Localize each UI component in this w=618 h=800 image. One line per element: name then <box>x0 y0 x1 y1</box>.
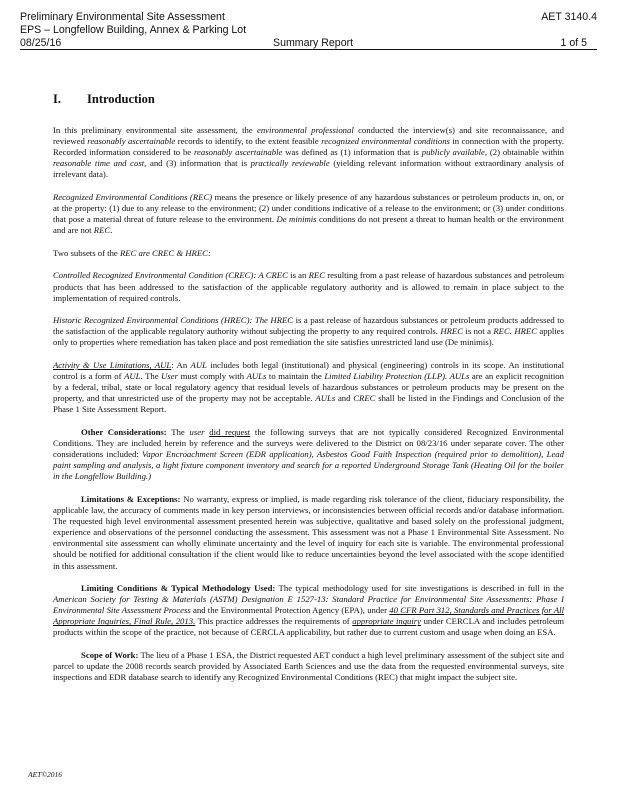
report-type: Summary Report <box>273 37 354 49</box>
section-heading <box>53 92 155 107</box>
section-title: Introduction <box>87 92 155 106</box>
paragraph-other-considerations: Other Considerations: The user did request the following surveys that are not typically considered Recognized Environmental Conditions. They are included herein by reference and the surveys were delivered to the District on 08/23/16 under separate cover. The other considerations included: Vapor Encroachment Screen (EDR application), Asbestos Good Faith Inspection (required prior to demolition), Lead paint sampling and analysis, a light fixture component inventory and search for a reported Underground Storage Tank (Heating Oil for the boiler in the Longfellow Building.) <box>53 426 564 482</box>
paragraph-limitations: Limitations & Exceptions: No warranty, express or implied, is made regarding risk tolerance of the client, fiduciary responsibility, the applicable law, the accuracy of comments made in key person interviews, or inconsistencies between official records and/or database information. The requested high level environmental assessment presented herein was subjective, qualitative and based solely on the professional judgment, experience and observations of the personnel conducting the assessment. This assessment was not a Phase 1 Environmental Site Assessment. No environmental site assessment can wholly eliminate uncertainty and the level of inquiry for each site is variable. The environmental professional should be notified for additional consultation if the client would like to reduce uncertainties beyond the level associated with the scope identified in this assessment. <box>53 493 564 571</box>
document-body <box>53 125 564 695</box>
paragraph-scope: Scope of Work: The lieu of a Phase 1 ESA, the District requested AET conduct a high level preliminary assessment of the subject site and parcel to update the 2008 records search provided by Associated Earth Sciences and use the data from the requested environmental surveys, site inspections and EDR database search to identify any Recognized Environmental Conditions (REC) that might impact the subject site. <box>53 650 564 683</box>
report-title: Preliminary Environmental Site Assessment <box>20 11 225 23</box>
header-rule <box>20 49 597 50</box>
paragraph-aul: Activity & Use Limitations, AUL: An AUL includes both legal (institutional) and physical (engineering) controls in its scope. An institutional control is a form of AUL. The User must comply with AULs to maintain the Limited Liability Protection (LLP). AULs are an explicit recognition by a federal, tribal, state or local regulatory agency that residual levels of hazardous substances or petroleum products may be present on the property, and that unrestricted use of the property may not be acceptable. AULs and CREC shall be listed in the Findings and Conclusion of the Phase 1 Site Assessment Report. <box>53 360 565 415</box>
footer-copyright: AET©2016 <box>28 770 63 779</box>
paragraph-hrec: Historic Recognized Environmental Conditions (HREC): The HREC is a past release of hazardous substances or petroleum products addressed to the satisfaction of the applicable regulatory authority without subjecting the property to any required controls. HREC is not a REC. HREC applies only to properties where remediation has taken place and post remediation the site satisfies unrestricted land use (De minimis). <box>53 315 564 348</box>
paragraph-crec: Controlled Recognized Environmental Condition (CREC): A CREC is an REC resulting from a past release of hazardous substances and petroleum products that has been addressed to the satisfaction of the applicable regulatory authority and is allowed to remain in place subject to the implementation of required controls. <box>53 270 565 303</box>
paragraph-rec: Recognized Environmental Conditions (REC) means the presence or likely presence of any hazardous substances or petroleum products in, on, or at the property: (1) due to any release to the environment; (2) under conditions indicative of a release to the environment; or (3) under conditions that pose a material threat of future release to the environment. De minimis conditions do not present a threat to human health or the environment and are not REC. <box>53 191 565 236</box>
project-number: AET 3140.4 <box>541 11 597 23</box>
section-number: I. <box>53 92 61 106</box>
report-date: 08/25/16 <box>20 37 62 49</box>
page-number: 1 of 5 <box>560 37 587 49</box>
paragraph-methodology: Limiting Conditions & Typical Methodology Used: The typical methodology used for site investigations is described in full in the American Society for Testing & Materials (ASTM) Designation E 1527-13: Standard Practice for Environmental Site Assessments: Phase I Environmental Site Assessment Process and the Environmental Protection Agency (EPA), under 40 CFR Part 312, Standards and Practices for All Appropriate Inquiries, Final Rule, 2013. This practice addresses the requirements of appropriate inquiry under CERCLA and includes petroleum products within the scope of the practice, not because of CERCLA applicability, but rather due to current custom and usage when doing an ESA. <box>53 583 564 638</box>
site-name: EPS – Longfellow Building, Annex & Parking Lot <box>20 24 247 36</box>
page-header <box>20 11 597 50</box>
paragraph-subsets: Two subsets of the REC are CREC & HREC: <box>53 247 211 258</box>
paragraph-intro: In this preliminary environmental site assessment, the environmental professional conducted the interview(s) and site reconnaissance, and reviewed reasonably ascertainable records to identify, to the extent feasible recognized environmental conditions in connection with the property. Recorded information considered to be reasonably ascertainable was defined as (1) information that is publicly available, (2) obtainable within reasonable time and cost, and (3) information that is practically reviewable (yielding relevant information without extraordinary analysis of irrelevant data). <box>53 125 565 180</box>
